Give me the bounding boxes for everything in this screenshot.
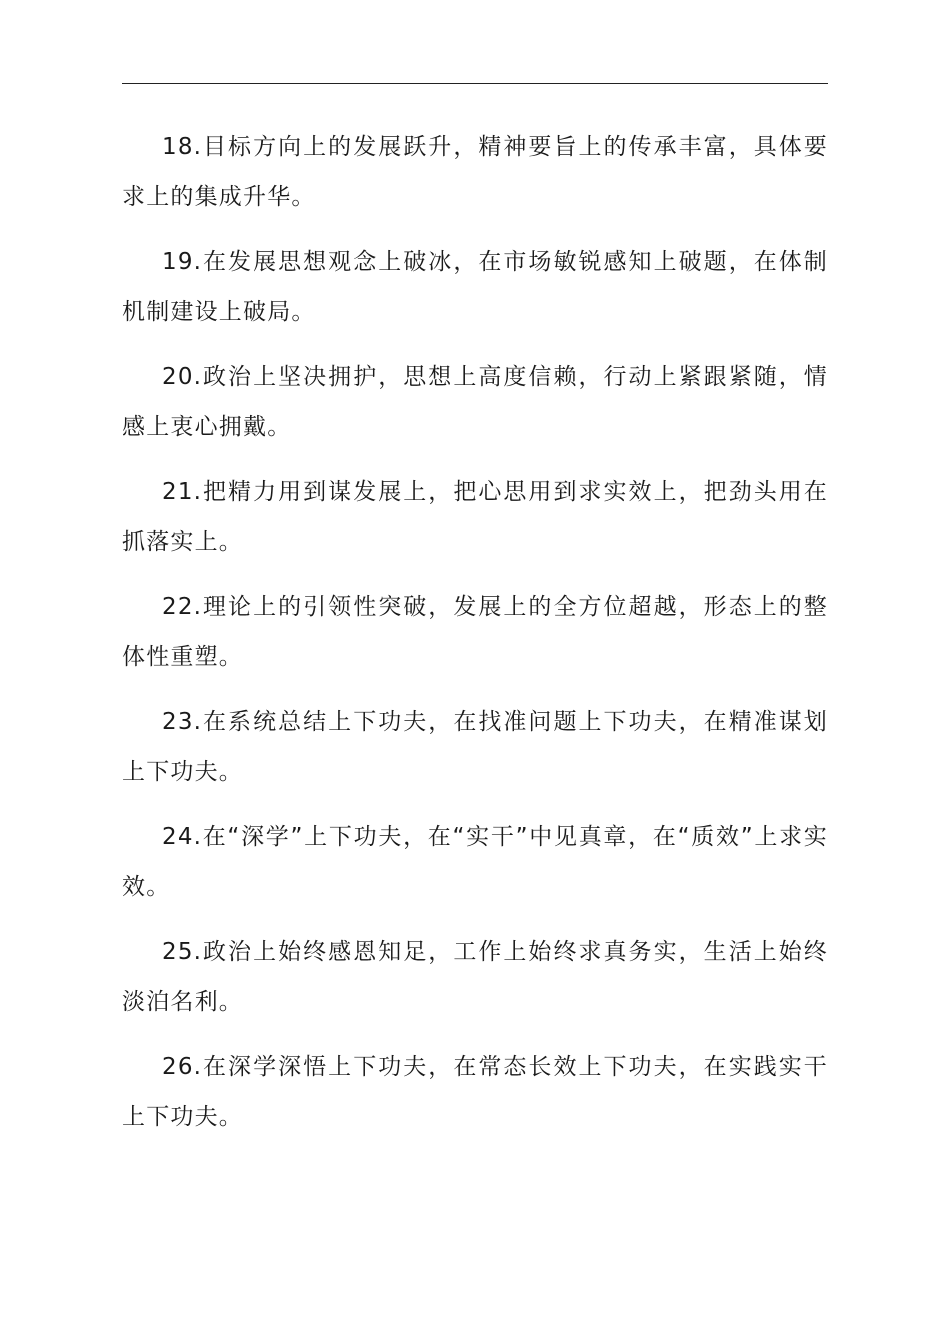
paragraph-24: 24.在“深学”上下功夫，在“实干”中见真章，在“质效”上求实效。 xyxy=(122,824,828,900)
paragraph-20: 20.政治上坚决拥护，思想上高度信赖，行动上紧跟紧随，情感上衷心拥戴。 xyxy=(122,364,828,440)
paragraph-25: 25.政治上始终感恩知足，工作上始终求真务实，生活上始终淡泊名利。 xyxy=(122,939,828,1015)
paragraph-21: 21.把精力用到谋发展上，把心思用到求实效上，把劲头用在抓落实上。 xyxy=(122,479,828,555)
paragraph-26: 26.在深学深悟上下功夫，在常态长效上下功夫，在实践实干上下功夫。 xyxy=(122,1054,828,1130)
paragraph-23: 23.在系统总结上下功夫，在找准问题上下功夫，在精准谋划上下功夫。 xyxy=(122,709,828,785)
paragraph-22: 22.理论上的引领性突破，发展上的全方位超越，形态上的整体性重塑。 xyxy=(122,594,828,670)
paragraph-19: 19.在发展思想观念上破冰，在市场敏锐感知上破题，在体制机制建设上破局。 xyxy=(122,249,828,325)
paragraph-18: 18.目标方向上的发展跃升，精神要旨上的传承丰富，具体要求上的集成升华。 xyxy=(122,134,828,210)
document-body xyxy=(122,122,828,1157)
header-rule xyxy=(122,83,828,84)
